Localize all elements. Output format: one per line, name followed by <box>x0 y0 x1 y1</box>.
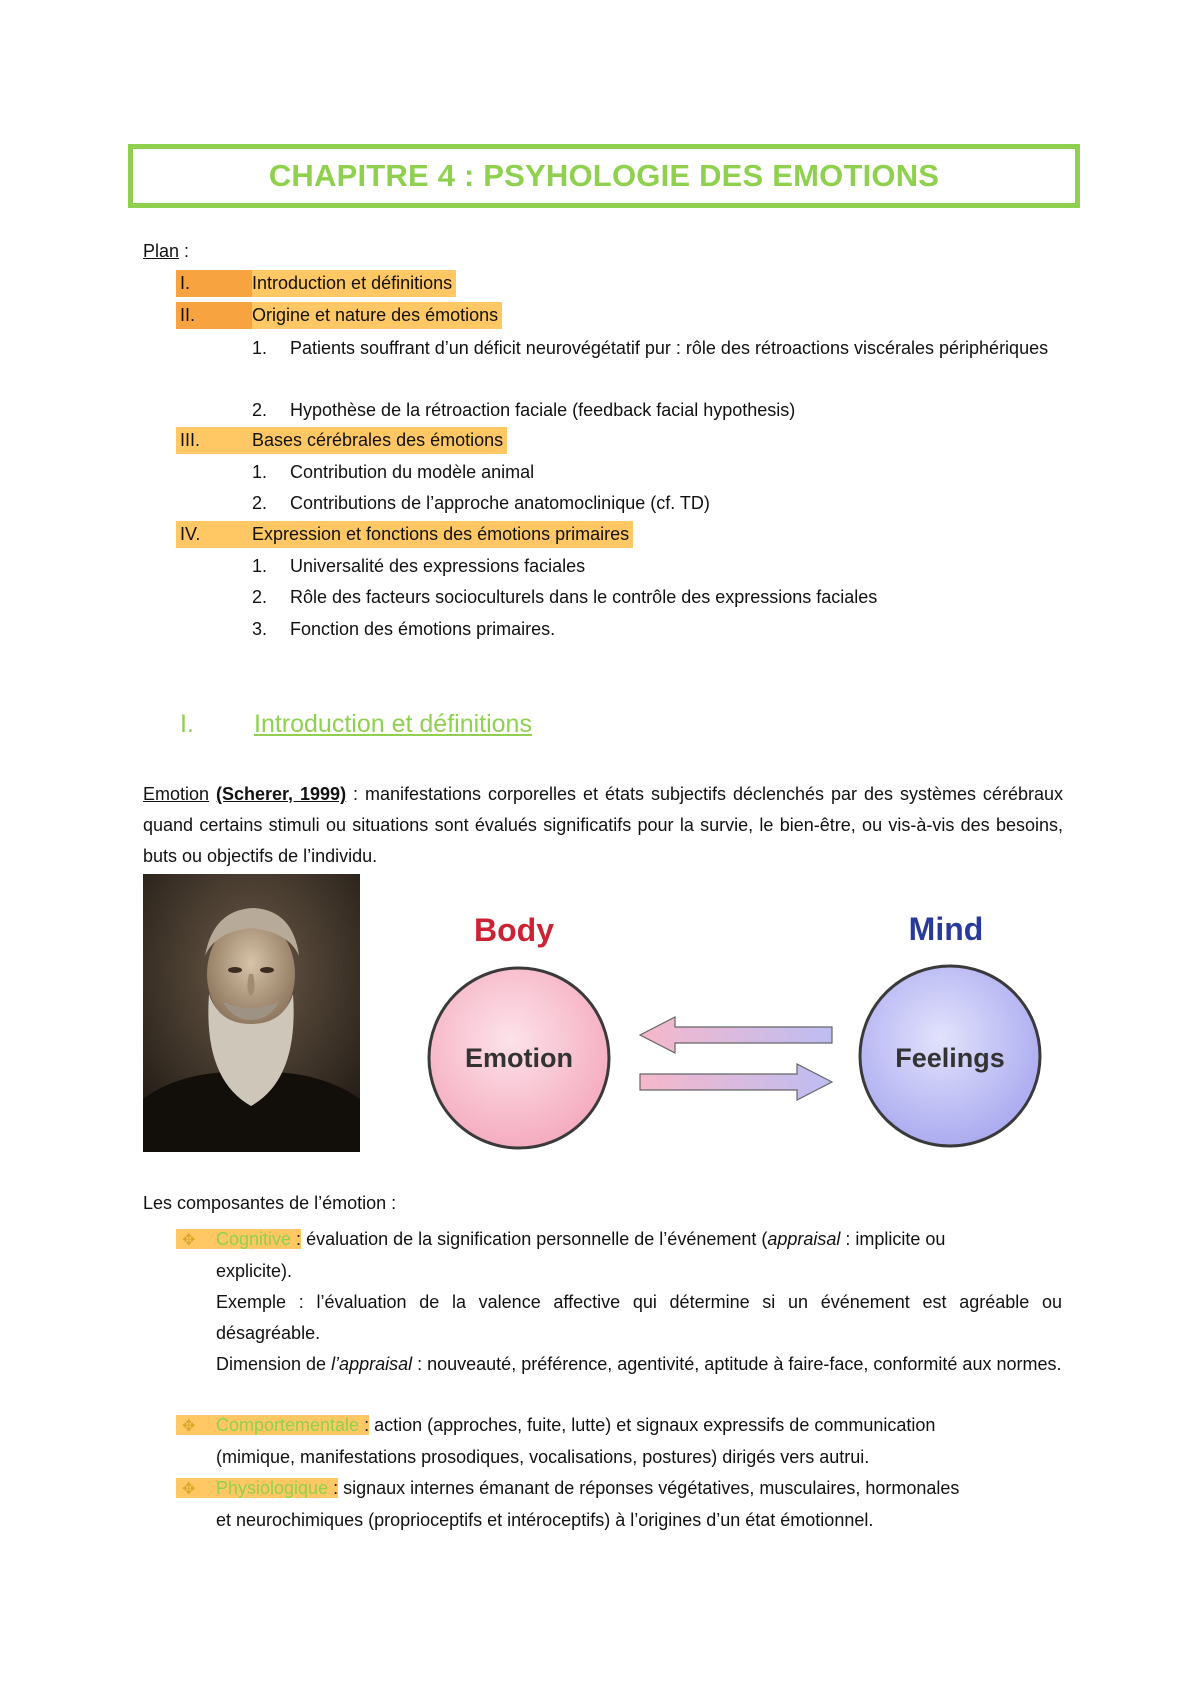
arrow-right-icon <box>640 1064 832 1100</box>
component-key: Comportementale <box>216 1415 360 1435</box>
plan-section-number: I. <box>176 270 252 297</box>
component-key: Cognitive <box>216 1229 292 1249</box>
plan-item: 3. Fonction des émotions primaires. <box>252 619 556 639</box>
section-heading: I. Introduction et définitions <box>180 710 532 738</box>
plan-label: Plan : <box>143 241 190 261</box>
definition-reference: (Scherer, 1999) <box>216 784 347 804</box>
chapter-title-box <box>128 144 1080 208</box>
body-mind-diagram <box>420 895 1060 1153</box>
chapter-title: CHAPITRE 4 : PSYHOLOGIE DES EMOTIONS <box>268 158 940 193</box>
plan-section-3 <box>176 427 507 454</box>
star-bullet-icon: ✥ <box>182 1232 196 1249</box>
plan-section-number: II. <box>176 302 252 329</box>
plan-section-label: Origine et nature des émotions <box>252 305 499 325</box>
plan-section-1 <box>176 270 456 297</box>
feelings-label: Feelings <box>895 1043 1005 1073</box>
star-bullet-icon: ✥ <box>182 1481 196 1498</box>
components-intro: Les composantes de l’émotion : <box>143 1193 397 1213</box>
plan-section-number: III. <box>180 430 201 450</box>
plan-section-label: Expression et fonctions des émotions primaires <box>252 524 630 544</box>
component-cognitive: ✥ Cognitive : évaluation de la signification personnelle de l’événement (appraisal : implicite ou explicite). Exemple : l’évaluation de la valence affective qui détermine si un événement est agréable ou désagréable. Dimension de l’appraisal : nouveauté, préférence, agentivité, aptitude à faire-face, conformité aux normes. <box>176 1224 1062 1380</box>
plan-item: 1. Patients souffrant d’un déficit neurovégétatif pur : rôle des rétroactions viscérales périphériques <box>252 338 1049 358</box>
component-physiologique: ✥ Physiologique : signaux internes émanant de réponses végétatives, musculaires, hormonales et neurochimiques (proprioceptifs et intéroceptifs) à l’origines d’un état émotionnel. <box>176 1473 1062 1536</box>
component-comportementale: ✥ Comportementale : action (approches, fuite, lutte) et signaux expressifs de communication (mimique, manifestations prosodiques, vocalisations, postures) dirigés vers autrui. <box>176 1410 1062 1473</box>
plan-item: 2. Rôle des facteurs socioculturels dans le contrôle des expressions faciales <box>252 587 878 607</box>
plan-section-number: IV. <box>180 524 201 544</box>
definition-text: manifestations corporelles et états subjectifs déclenchés par des systèmes cérébraux quand certains stimuli ou situations sont évalués significatifs pour la survie, le bien-être, ou vis-à-vis des besoins, buts ou objectifs de l’individu. <box>143 784 1063 866</box>
star-bullet-icon: ✥ <box>182 1418 196 1435</box>
plan-item: 1. Universalité des expressions faciales <box>252 556 586 576</box>
plan-section-label: Bases cérébrales des émotions <box>252 430 504 450</box>
plan-item: 2. Contributions de l’approche anatomoclinique (cf. TD) <box>252 493 710 513</box>
emotion-label: Emotion <box>465 1043 573 1073</box>
definition-paragraph: Emotion (Scherer, 1999) : manifestations corporelles et états subjectifs déclenchés par des systèmes cérébraux quand certains stimuli ou situations sont évalués significatifs pour la survie, le bien-être, ou vis-à-vis des besoins, buts ou objectifs de l’individu. <box>143 784 1063 866</box>
plan-item: 2. Hypothèse de la rétroaction faciale (feedback facial hypothesis) <box>252 400 796 420</box>
plan-section-2 <box>176 302 502 329</box>
mind-label: Mind <box>908 911 984 947</box>
plan-section-label: Introduction et définitions <box>252 273 453 293</box>
plan-item: 1. Contribution du modèle animal <box>252 462 535 482</box>
definition-term: Emotion <box>143 784 210 804</box>
plan-section-4 <box>176 521 633 548</box>
component-key: Physiologique <box>216 1478 329 1498</box>
arrow-left-icon <box>640 1017 832 1053</box>
body-label: Body <box>474 912 554 948</box>
portrait-image <box>143 874 360 1152</box>
